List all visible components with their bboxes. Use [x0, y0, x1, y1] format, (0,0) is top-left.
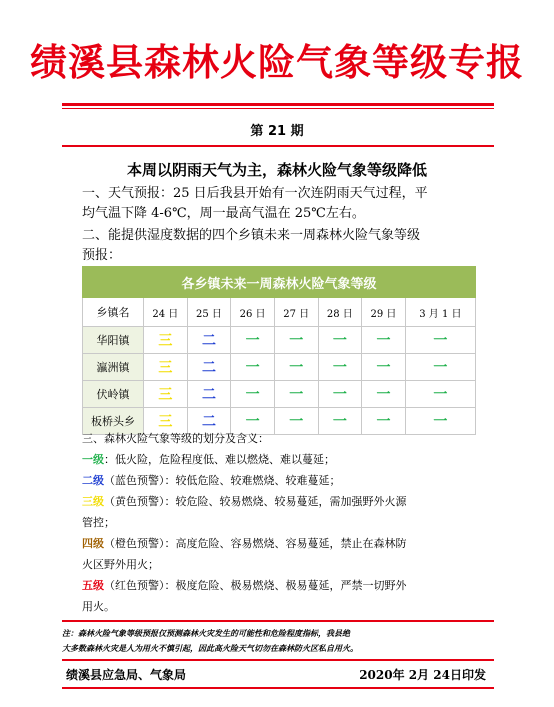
level-description: （橙色预警）：高度危险、容易燃烧、容易蔓延，禁止在森林防	[104, 537, 407, 550]
title-rule-thin	[62, 108, 494, 109]
footnote-line: 大多数森林火灾是人为用火不慎引起，因此高火险天气切勿在森林防火区私自用火。	[62, 644, 358, 653]
column-header: 26 日	[231, 298, 275, 327]
footnote	[62, 626, 494, 656]
table-row	[83, 354, 476, 381]
level-name: 三级	[82, 495, 104, 508]
level-cell: 一	[376, 333, 391, 349]
level-item-continued	[82, 596, 476, 617]
level-cell: 一	[433, 387, 448, 403]
town-name: 伏岭镇	[83, 381, 144, 408]
level-item	[82, 449, 476, 470]
paragraph-line: 一、天气预报：25 日后我县开始有一次连阴雨天气过程，平	[82, 186, 428, 201]
level-item	[82, 575, 476, 596]
level-cell: 一	[376, 414, 391, 430]
level-cell: 二	[201, 387, 216, 403]
level-cell: 一	[245, 360, 260, 376]
level-name: 二级	[82, 474, 104, 487]
paragraph-line: 预报：	[82, 248, 122, 263]
level-cell: 一	[289, 414, 304, 430]
column-header: 29 日	[362, 298, 406, 327]
column-header: 25 日	[187, 298, 231, 327]
level-item-continued	[82, 554, 476, 575]
level-name: 一级	[82, 453, 104, 466]
level-item	[82, 470, 476, 491]
level-cell: 三	[158, 333, 173, 349]
level-description: 用火。	[82, 600, 115, 613]
level-cell: 一	[433, 360, 448, 376]
headline: 本周以阴雨天气为主，森林火险气象等级降低	[126, 161, 427, 179]
level-cell: 一	[289, 333, 304, 349]
level-cell: 一	[376, 360, 391, 376]
issue-rule	[62, 145, 494, 147]
level-item	[82, 533, 476, 554]
level-description: （黄色预警）：较危险、较易燃烧、较易蔓延，需加强野外火源	[104, 495, 407, 508]
table-row	[83, 381, 476, 408]
level-cell: 三	[158, 360, 173, 376]
level-cell: 一	[289, 360, 304, 376]
level-name: 五级	[82, 579, 104, 592]
level-description: （蓝色预警）：较低危险、较难燃烧、较难蔓延；	[104, 474, 341, 487]
footnote-line: 注：森林火险气象等级预报仅预测森林火灾发生的可能性和危险程度指标，我县绝	[62, 629, 350, 638]
town-name: 板桥头乡	[83, 408, 144, 435]
level-cell: 一	[433, 414, 448, 430]
table-row	[83, 327, 476, 354]
note-rule-top	[62, 620, 494, 622]
level-cell: 一	[332, 333, 347, 349]
level-cell: 一	[332, 387, 347, 403]
title-rule-thick	[62, 103, 494, 106]
column-header: 27 日	[274, 298, 318, 327]
column-header: 乡镇名	[83, 298, 144, 327]
paragraph-line: 均气温下降 4-6℃，周一最高气温在 25℃左右。	[82, 206, 365, 221]
level-description: 管控；	[82, 516, 115, 529]
level-cell: 一	[332, 360, 347, 376]
level-description: （红色预警）：极度危险、极易燃烧、极易蔓延，严禁一切野外	[104, 579, 407, 592]
level-cell: 二	[201, 333, 216, 349]
column-header: 3 月 1 日	[405, 298, 475, 327]
issue-date: 2020年 2月 24日印发	[359, 668, 486, 682]
level-cell: 三	[158, 414, 173, 430]
level-cell: 一	[245, 387, 260, 403]
note-rule-bottom	[62, 659, 494, 661]
level-cell: 一	[433, 333, 448, 349]
level-cell: 一	[245, 414, 260, 430]
town-name: 瀛洲镇	[83, 354, 144, 381]
towns-intro-paragraph	[82, 226, 474, 266]
level-item	[82, 491, 476, 512]
town-name: 华阳镇	[83, 327, 144, 354]
page-title: 绩溪县森林火险气象等级专报	[30, 40, 524, 84]
level-description: ：低火险，危险程度低、难以燃烧、难以蔓延；	[104, 453, 335, 466]
issuer: 绩溪县应急局、气象局	[66, 668, 187, 682]
table-title: 各乡镇未来一周森林火险气象等级	[83, 267, 476, 298]
level-description: 火区野外用火；	[82, 558, 159, 571]
level-cell: 二	[201, 360, 216, 376]
column-header: 28 日	[318, 298, 362, 327]
level-cell: 二	[201, 414, 216, 430]
level-cell: 一	[376, 387, 391, 403]
level-cell: 一	[289, 387, 304, 403]
level-cell: 三	[158, 387, 173, 403]
column-header: 24 日	[144, 298, 188, 327]
level-cell: 一	[245, 333, 260, 349]
weather-forecast-paragraph	[82, 184, 474, 224]
issue-number: 第 21 期	[250, 124, 304, 139]
level-cell: 一	[332, 414, 347, 430]
section-heading: 三、森林火险气象等级的划分及含义：	[82, 432, 269, 445]
table-header-row	[83, 298, 476, 327]
level-definitions	[82, 428, 476, 617]
paragraph-line: 二、能提供湿度数据的四个乡镇未来一周森林火险气象等级	[82, 228, 421, 243]
footer-rule	[62, 687, 494, 689]
level-item-continued	[82, 512, 476, 533]
level-name: 四级	[82, 537, 104, 550]
forecast-table	[82, 266, 476, 435]
